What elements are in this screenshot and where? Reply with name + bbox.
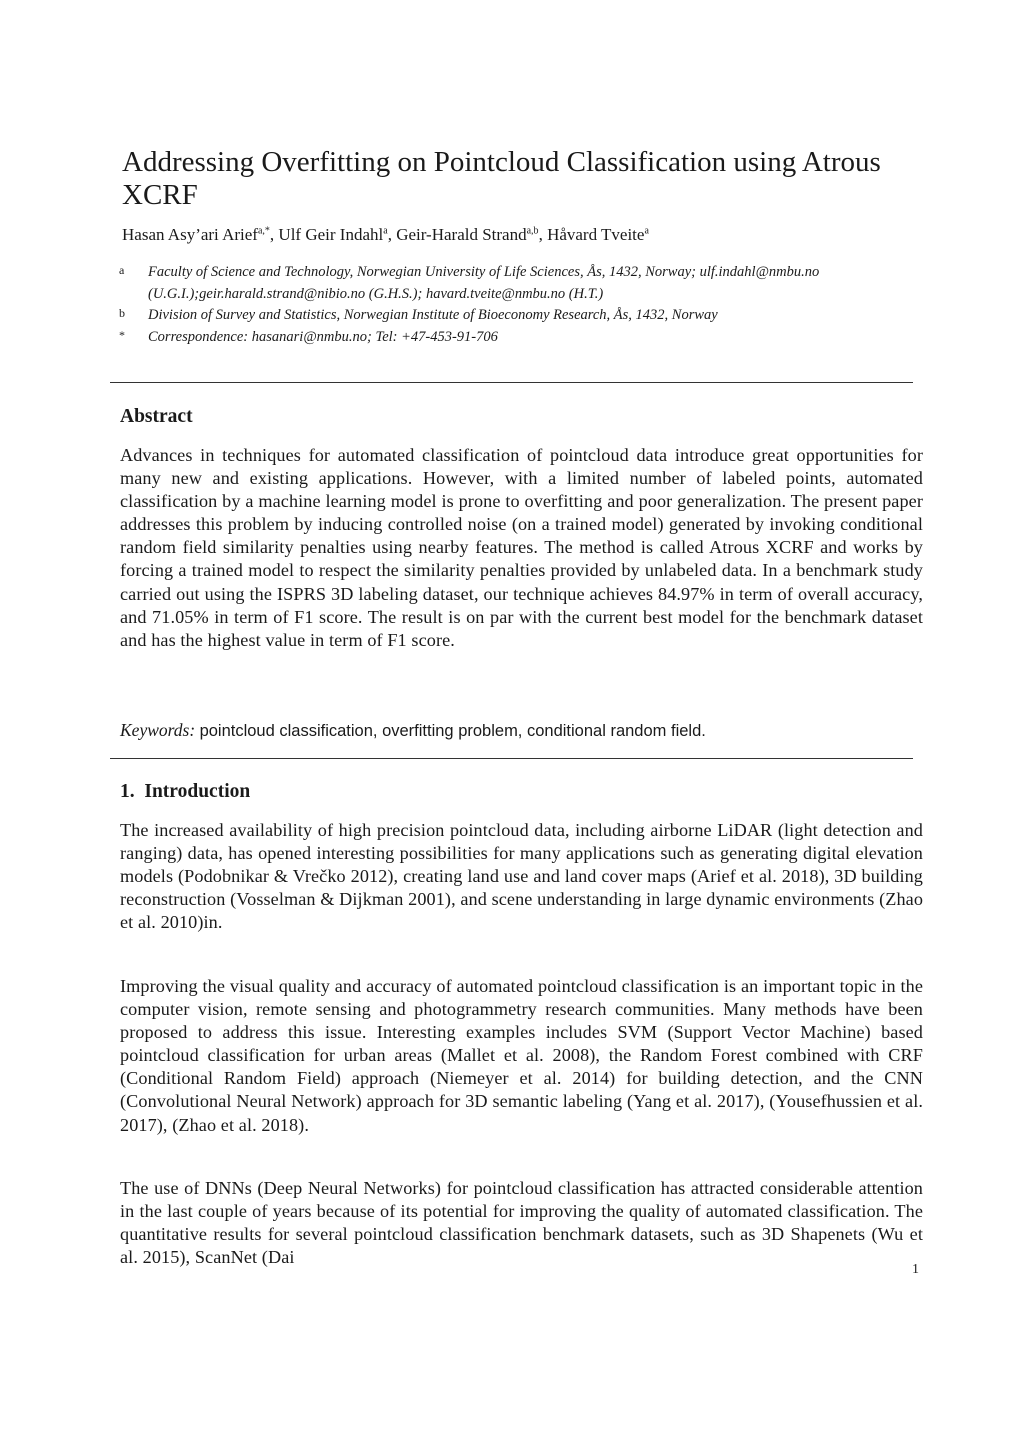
author-affiliation-mark: a — [383, 225, 388, 237]
intro-paragraph: Improving the visual quality and accuracy of automated pointcloud classification is an important topic in the computer vision, remote sensing and photogrammetry research communities. Many methods have been proposed to address this issue. Interesting examples includes SVM (Support Vector Machine) based pointcloud classification for urban areas (Mallet et al. 2008), the Random Forest combined with CRF (Conditional Random Field) approach (Niemeyer et al. 2014) for building detection, and the CNN (Convolutional Neural Network) approach for 3D semantic labeling (Yang et al. 2017), (Yousefhussien et al. 2017), (Zhao et al. 2018). — [120, 976, 923, 1135]
affiliation-text: Division of Survey and Statistics, Norwegian Institute of Bioeconomy Research, Ås, 1432, Norway — [148, 307, 718, 323]
author-name: Hasan Asy’ari Arief — [122, 225, 258, 244]
affiliation-text: Faculty of Science and Technology, Norwegian University of Life Sciences, Ås, 1432, Norway; ulf.indahl@nmbu.no (U.G.I.);geir.harald.strand@nibio.no (G.H.S.); havard.tveite@nmbu.no (H.T.) — [148, 264, 820, 302]
affiliation-item — [119, 262, 919, 305]
correspondence-mark: * — [119, 327, 125, 342]
abstract-heading: Abstract — [120, 406, 193, 427]
section-heading-introduction — [120, 781, 250, 803]
abstract-text: Advances in techniques for automated classification of pointcloud data introduce great opportunities for many new and existing applications. However, with a limited number of labeled points, automated classification by a machine learning model is prone to overfitting and poor generalization. The present paper addresses this problem by inducing controlled noise (on a trained model) generated by invoking conditional random field similarity penalties using nearby features. The method is called Atrous XCRF and works by forcing a trained model to respect the similarity penalties provided by unlabeled data. In a benchmark study carried out using the ISPRS 3D labeling dataset, our technique achieves 84.97% in term of overall accuracy, and 71.05% in term of F1 score. The result is on par with the current best model for the benchmark dataset and has the highest value in term of F1 score. — [120, 445, 923, 650]
keywords-text: pointcloud classification, overfitting problem, conditional random field. — [199, 722, 706, 740]
correspondence-text: Correspondence: hasanari@nmbu.no; Tel: +47-453-91-706 — [148, 328, 498, 345]
author-name: Geir-Harald Strand — [396, 225, 527, 244]
affiliation-mark: a — [119, 263, 125, 277]
author-name: Ulf Geir Indahl — [278, 225, 384, 244]
abstract-divider — [110, 758, 913, 759]
intro-paragraph: The increased availability of high precision pointcloud data, including airborne LiDAR (light detection and ranging) data, has opened interesting possibilities for many applications such as generating digital elevation models (Podobnikar & Vrečko 2012), creating land use and land cover maps (Arief et al. 2018), 3D building reconstruction (Vosselman & Dijkman 2001), and scene understanding in large dynamic environments (Zhao et al. 2010)in. — [120, 820, 924, 933]
affiliations — [119, 262, 919, 348]
header-divider — [110, 382, 913, 383]
author-separator: , — [387, 225, 397, 244]
intro-paragraph: The use of DNNs (Deep Neural Networks) for pointcloud classification has attracted considerable attention in the last couple of years because of its potential for improving the quality of automated classification. The quantitative results for several pointcloud classification benchmark datasets, such as 3D Shapenets (Wu et al. 2015), ScanNet (Dai — [120, 1178, 923, 1268]
keywords-label: Keywords: — [120, 720, 196, 740]
page-number: 1 — [912, 1262, 919, 1277]
author-separator: , — [538, 225, 548, 244]
author-list — [122, 224, 922, 246]
keywords — [120, 718, 923, 743]
correspondence-item — [119, 327, 919, 349]
section-number: 1. — [120, 781, 135, 802]
author-affiliation-mark: a,* — [257, 225, 270, 237]
author-affiliation-mark: a — [644, 225, 649, 237]
author-affiliation-mark: a,b — [526, 225, 539, 237]
author-name: Håvard Tveite — [547, 225, 645, 244]
affiliation-mark: b — [119, 306, 125, 320]
section-title: Introduction — [144, 781, 251, 802]
paper-title: Addressing Overfitting on Pointcloud Classification using Atrous XCRF — [122, 146, 881, 211]
affiliation-item — [119, 305, 919, 327]
author-separator: , — [269, 225, 279, 244]
